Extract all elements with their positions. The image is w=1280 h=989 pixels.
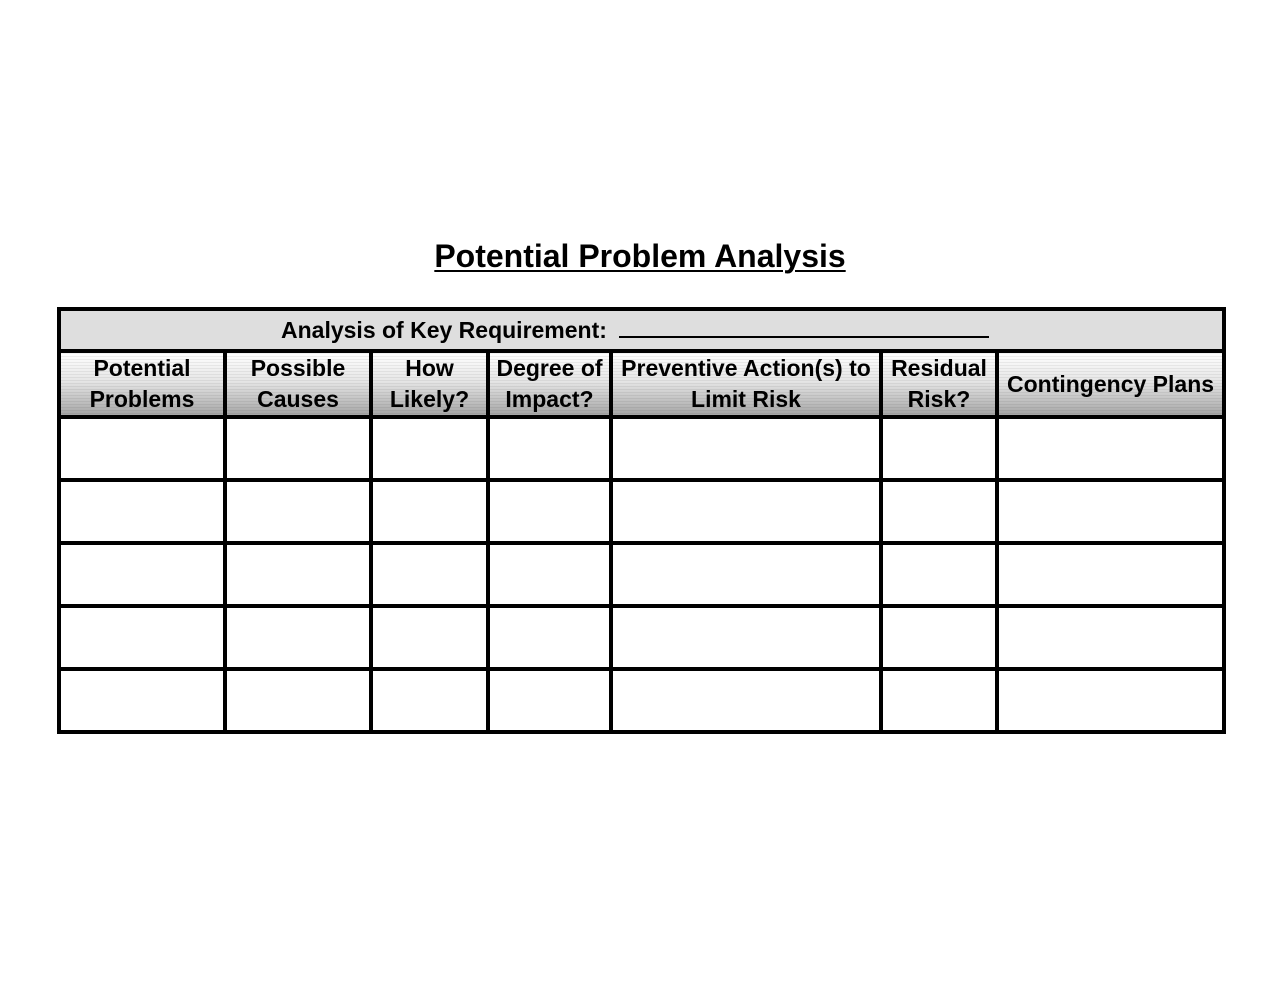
column-header-line: Residual	[891, 355, 987, 381]
column-header-row	[59, 351, 1224, 417]
column-header-line: Possible	[250, 355, 346, 381]
table-cell[interactable]	[488, 480, 611, 543]
table-row	[59, 480, 1224, 543]
table-cell[interactable]	[371, 543, 488, 606]
table-cell[interactable]	[611, 543, 881, 606]
table-cell[interactable]	[611, 480, 881, 543]
key-requirement-label: Analysis of Key Requirement:	[281, 316, 607, 343]
table-cell[interactable]	[611, 417, 881, 480]
key-requirement-blank-line[interactable]	[619, 318, 989, 338]
table-row	[59, 543, 1224, 606]
column-header-line: Preventive Action(s) to	[621, 355, 871, 381]
table-cell[interactable]	[881, 606, 997, 669]
column-header-line: Degree of	[496, 355, 603, 381]
table-row	[59, 417, 1224, 480]
table-cell[interactable]	[59, 606, 225, 669]
table-cell[interactable]	[225, 606, 371, 669]
table-cell[interactable]	[881, 669, 997, 732]
table-cell[interactable]	[371, 606, 488, 669]
table-cell[interactable]	[59, 543, 225, 606]
column-header-line: Limit Risk	[691, 386, 801, 412]
table-cell[interactable]	[488, 606, 611, 669]
column-header-contingency-plans	[997, 351, 1224, 417]
table-cell[interactable]	[488, 669, 611, 732]
table-cell[interactable]	[881, 417, 997, 480]
table-cell[interactable]	[881, 543, 997, 606]
table-cell[interactable]	[371, 669, 488, 732]
table-cell[interactable]	[59, 417, 225, 480]
column-header-line: Likely?	[389, 386, 470, 412]
column-header-how-likely	[371, 351, 488, 417]
table-cell[interactable]	[881, 480, 997, 543]
column-header-possible-causes	[225, 351, 371, 417]
table-cell[interactable]	[59, 480, 225, 543]
table-cell[interactable]	[225, 543, 371, 606]
column-header-line: Problems	[89, 386, 195, 412]
column-header-line: Risk?	[907, 386, 971, 412]
table-cell[interactable]	[611, 669, 881, 732]
page-title: Potential Problem Analysis	[434, 238, 846, 274]
table-cell[interactable]	[997, 417, 1224, 480]
table-cell[interactable]	[488, 417, 611, 480]
table-cell[interactable]	[371, 480, 488, 543]
table-cell[interactable]	[611, 606, 881, 669]
table-cell[interactable]	[488, 543, 611, 606]
column-header-line: Impact?	[505, 386, 594, 412]
table-cell[interactable]	[997, 480, 1224, 543]
column-header-potential-problems	[59, 351, 225, 417]
column-header-preventive-actions	[611, 351, 881, 417]
table-row	[59, 606, 1224, 669]
table-row	[59, 669, 1224, 732]
column-header-line: Contingency Plans	[1007, 370, 1215, 397]
table-cell[interactable]	[225, 480, 371, 543]
column-header-line: Causes	[257, 386, 339, 412]
table-cell[interactable]	[997, 543, 1224, 606]
key-requirement-row	[59, 309, 1224, 351]
column-header-line: How	[405, 355, 454, 381]
analysis-table	[57, 307, 1226, 734]
table-cell[interactable]	[371, 417, 488, 480]
table-cell[interactable]	[997, 606, 1224, 669]
key-requirement-cell	[59, 309, 1224, 351]
table-cell[interactable]	[997, 669, 1224, 732]
table-cell[interactable]	[225, 417, 371, 480]
column-header-line: Potential	[93, 355, 191, 381]
table-cell[interactable]	[225, 669, 371, 732]
column-header-degree-of-impact	[488, 351, 611, 417]
table-cell[interactable]	[59, 669, 225, 732]
column-header-residual-risk	[881, 351, 997, 417]
